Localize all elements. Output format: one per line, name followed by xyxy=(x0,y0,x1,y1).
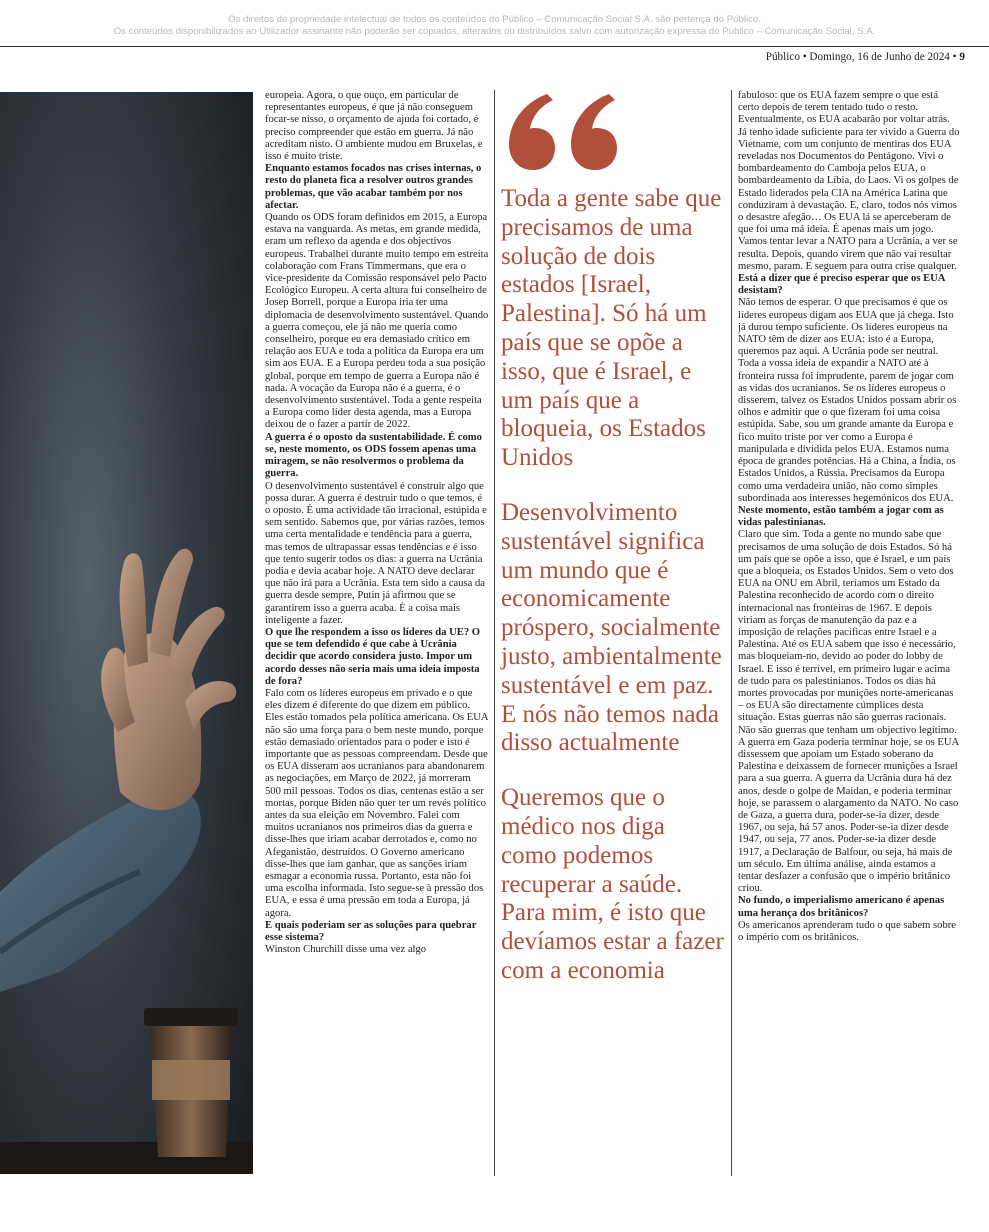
interview-question: E quais poderiam ser as soluções para quebrar esse sistema? xyxy=(265,919,477,944)
interview-answer: fabuloso: que os EUA fazem sempre o que está certo depois de terem tentado tudo o resto. Eventualmente, os EUA acabarão por voltar atrás. Já tenho idade suficiente para ter vivido a Guerra do Vietname, com um conjunto de mentiras dos EUA reveladas nos Documentos do Pentágono. Vivi o bombardeamento do Camboja pelos EUA, o bombardeamento da Líbia, do Laos. Vi os golpes de Estado liderados pela CIA na América Latina que conduziram à devastação. E, claro, todos nós vimos o desastre afegão… Os EUA lá se aperceberam de que foi uma má ideia. É apenas mais um jogo. Vamos tentar levar a NATO para a Ucrânia, a ver se resulta. Depois, quando virem que não vai resultar mesmo, param. E seguem para outra crise qualquer. xyxy=(738,90,960,272)
interview-answer: Os americanos aprenderam tudo o que sabem sobre o império com os britânicos. xyxy=(738,919,956,944)
opening-quote-icon xyxy=(503,88,623,174)
copyright-notice xyxy=(0,14,989,38)
photo-hand-coffee-cup xyxy=(0,92,253,1174)
interview-question: O que lhe respondem a isso os líderes da UE? O que se tem defendido é que cabe à Ucrânia decidir que acordo considera justo. Impor um acordo desses não seria mais uma ideia imposta de fora? xyxy=(265,626,481,687)
interview-answer: Falo com os líderes europeus em privado e o que eles dizem é diferente do que dizem em público. Eles estão tomados pela política americana. Os EUA não são uma força para o bem neste mundo, porque estão demasiado orientados para o poder e isto é importante que as pessoas compreendam. Desde que os EUA disseram aos ucranianos para abandonarem as negociações, em Março de 2022, já morreram 500 mil pessoas. Todos os dias, centenas estão a ser mortas, porque Biden não quer ter um revés político antes da sua eleição em Novembro. Falei com muitos ucranianos nos primeiros dias da guerra e disse-lhes que iriam acabar derrotados e, como no Afeganistão, destruídos. O Governo americano disse-lhes que iam ganhar, que as sanções iriam esmagar a economia russa. Portanto, esta não foi uma escolha informada. Isto segue-se à pressão dos EUA, e essa é uma pressão em toda a Europa, já agora. xyxy=(265,687,488,919)
copyright-line-1: Os direitos de propriedade intelectual de todos os conteúdos do Público – Comunicação Social S.A. são pertença do Público. xyxy=(228,14,761,25)
interview-question: A guerra é o oposto da sustentabilidade. É como se, neste momento, os ODS fossem apenas uma miragem, se não resolvermos o problema da guerra. xyxy=(265,431,482,480)
article-column-right xyxy=(738,90,960,1178)
interview-answer: Quando os ODS foram definidos em 2015, a Europa estava na vanguarda. As metas, em grande medida, eram um reflexo da agenda e dos objectivos europeus. Trabalhei durante muito tempo em estreita colaboração com Frans Timmermans, que era o vice-presidente da Comissão responsável pelo Pacto Ecológico Europeu. A certa altura fui conselheiro de Josep Borrell, porque a Europa iria ter uma diplomacia de desenvolvimento sustentável. Quando a guerra começou, ele já não me queria como conselheiro, porque eu era demasiado crítico em relação aos EUA e toda a política da Europa era um sim aos EUA. E a Europa perdeu toda a sua posição global, porque em tempo de guerra a Europa não é nada. A vocação da Europa não é a guerra, é o desenvolvimento sustentável. Toda a gente respeita a Europa como líder desta agenda, mas a Europa deixou de o fazer a partir de 2022. xyxy=(265,212,489,431)
pull-quote-column xyxy=(501,88,725,1012)
pull-quote-1: Toda a gente sabe que precisamos de uma solução de dois estados [Israel, Palestina]. Só há um país que se opõe a isso, que é Israel, e um país que a bloqueia, os Estados Unidos xyxy=(501,185,722,472)
page-folio xyxy=(766,51,965,63)
folio-text: Público • Domingo, 16 de Junho de 2024 • xyxy=(765,51,960,63)
interview-answer: europeia. Agora, o que ouço, em particular de representantes europeus, é que já não conseguem focar-se nisso, o orçamento de ajuda foi cortado, é preciso compreender que estão em guerra. Já não acreditam nisto. O ambiente mudou em Bruxelas, e isso é muito triste. xyxy=(265,90,483,163)
interview-question: Enquanto estamos focados nas crises internas, o resto do planeta fica a resolver outros grandes problemas, que vão acabar também por nos afectar. xyxy=(265,163,482,211)
photo-illustration xyxy=(0,92,253,1174)
interview-question: Neste momento, estão também a jogar com as vidas palestinianas. xyxy=(738,504,944,529)
column-divider-right xyxy=(731,90,732,1176)
interview-answer: O desenvolvimento sustentável é construir algo que possa durar. A guerra é destruir tudo o que temos, é o oposto. É uma actividade tão irracional, estúpida e sem sentido. Sabemos que, por várias razões, temos uma certa mentalidade e tendência para a guerra, mas temos de ultrapassar essas tendências e é isso que tento sugerir todos os dias: a guerra na Ucrânia podia e devia acabar hoje. A NATO deve declarar que não irá para a Ucrânia. Esta tem sido a causa da guerra desde sempre, Putin já afirmou que se garantirem isso a guerra acaba. É a coisa mais inteligente a fazer. xyxy=(265,480,487,626)
pull-quote-3: Queremos que o médico nos diga como podemos recuperar a saúde. Para mim, é isto que devíamos estar a fazer com a economia xyxy=(501,784,724,984)
page-number: 9 xyxy=(959,51,965,63)
column-divider-left xyxy=(494,90,495,1176)
header-rule xyxy=(0,46,989,47)
interview-question: No fundo, o imperialismo americano é apenas uma herança dos britânicos? xyxy=(738,895,945,919)
interview-answer: Não temos de esperar. O que precisamos é que os líderes europeus digam aos EUA que já chega. Isto já durou tempo suficiente. Os líderes europeus na NATO têm de dizer aos EUA: isto é a Europa, queremos paz aqui. A Ucrânia pode ser neutral. Toda a vossa ideia de expandir a NATO até à fronteira russa foi imprudente, parem de jogar com as vidas dos ucranianos. Se os líderes europeus o disserem, talvez os Estados Unidos possam abrir os olhos e admitir que o que fizeram foi uma coisa estúpida. Sabe, sou um grande amante da Europa e fico muito triste por ver como a Europa é manipulada e dividida pelos EUA. Estamos numa época de grandes potências. Há a China, a Índia, os Estados Unidos, a Rússia. Precisamos da Europa como uma verdadeira união, não como simples subordinada aos interesses hegemónicos dos EUA. xyxy=(738,297,957,504)
copyright-line-2: Os conteúdos disponibilizados ao Utilizador assinante não poderão ser copiados, alterados ou distribuídos salvo com autorização expressa do Público – Comunicação Social, S.A. xyxy=(113,26,876,37)
interview-question: Está a dizer que é preciso esperar que os EUA desistam? xyxy=(738,273,945,297)
pull-quote-2: Desenvolvimento sustentável significa um mundo que é economicamente próspero, socialmente justo, ambientalmente sustentável e em paz. E nós não temos nada disso actualmente xyxy=(501,498,722,757)
interview-answer: Winston Churchill disse uma vez algo xyxy=(265,944,427,956)
article-column-left xyxy=(265,90,489,1178)
interview-answer: Claro que sim. Toda a gente no mundo sabe que precisamos de uma solução de dois Estados. Só há um país que se opõe a isso, que é Israel, e um país que a bloqueia, os Estados Unidos. Sem o veto dos EUA na ONU em Abril, teríamos um Estado da Palestina reconhecido de acordo com o direito internacional nas fronteiras de 1967. E depois viriam as forças de manutenção da paz e a imposição de relações pacíficas entre Israel e a Palestina. Até os EUA sabem que isso é necessário, mas bloqueiam-no, devido ao poder do lobby de Israel. E isso é terrível, em primeiro lugar e acima de tudo para os palestinianos. Todos os dias há mortes provocadas por munições norte-americanas – os EUA são directamente cúmplices desta situação. Estas guerras não são guerras racionais. Não são guerras que tenham um objectivo legítimo. A guerra em Gaza poderia terminar hoje, se os EUA dissessem que apoiam um Estado soberano da Palestina e deixassem de fornecer munições a Israel para a sua guerra. A guerra da Ucrânia dura há dez anos, desde o golpe de Maidan, e poderia terminar hoje, se parassem o alargamento da NATO. No caso de Gaza, a guerra dura, poder-se-ia dizer, desde 1967, ou seja, há 57 anos. Poder-se-ia dizer desde 1947, ou seja, 77 anos. Poder-se-ia dizer desde 1917, a Declaração de Balfour, ou seja, há mais de um século. Em última análise, ainda estamos a tentar desfazer a confusão que o império britânico criou. xyxy=(738,529,959,895)
